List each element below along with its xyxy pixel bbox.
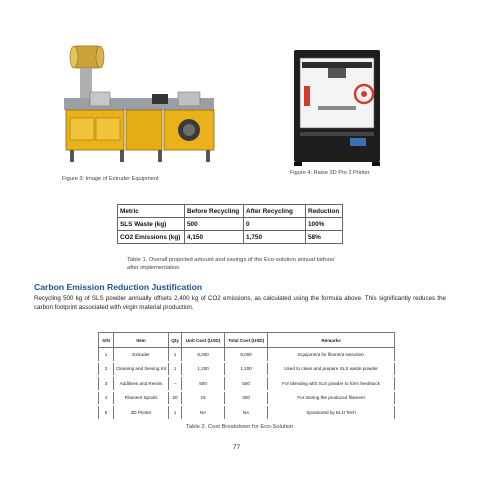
table-cell: 1 xyxy=(99,348,114,362)
table-cell: 1 xyxy=(169,362,182,377)
table-cell: For storing the produced filament xyxy=(268,391,395,406)
table-1-caption xyxy=(127,257,347,273)
table-cell: 5 xyxy=(99,405,114,420)
table-cell: Additives and Resins xyxy=(114,376,169,391)
table-cell: 500 xyxy=(185,218,244,231)
table-row xyxy=(99,376,395,391)
table-cell: 500 xyxy=(225,376,268,391)
table-row xyxy=(99,391,395,406)
table-cell: 15 xyxy=(182,391,225,406)
table-cell: 8,000 xyxy=(225,348,268,362)
table-cell: Sponsored by ELH Tech xyxy=(268,405,395,420)
table-cell: 1 xyxy=(169,348,182,362)
table-cell: 1,200 xyxy=(225,362,268,377)
table-cell: 100% xyxy=(306,218,343,231)
table-cell: SLS Waste (kg) xyxy=(118,218,185,231)
figure-3-caption: Figure 3: Image of Extruder Equipment xyxy=(62,176,159,182)
table-cell: Cleaning and Sieving Kit xyxy=(114,362,169,377)
table-header-cell: S/N xyxy=(99,333,114,348)
table-cell: 1,200 xyxy=(182,362,225,377)
table-2-caption: Table 2. Cost Breakdown for Eco-Solution xyxy=(186,424,294,430)
figure-4-printer xyxy=(288,50,386,176)
table-cell: 1 xyxy=(169,405,182,420)
section-heading: Carbon Emission Reduction Justification xyxy=(34,282,203,292)
printer-image xyxy=(288,50,386,166)
table-cell: 300 xyxy=(225,391,268,406)
table-header-cell: Reduction xyxy=(306,205,343,218)
section-paragraph: Recycling 500 kg of SLS powder annually offsets 2,400 kg of CO2 emissions, as calculated using the formula above. This significantly reduces the carbon footprint associated with virgin material production. xyxy=(34,295,446,312)
table-header-cell: Qty xyxy=(169,333,182,348)
table-cell: 3 xyxy=(99,376,114,391)
table-header-cell: Before Recycling xyxy=(185,205,244,218)
table-1-caption-line: Table 1. Overall projected amount and savings of the Eco-solution annual before/ xyxy=(127,257,335,263)
table-1-caption-line: after implementation xyxy=(127,264,180,271)
table-cell: 1,750 xyxy=(244,231,306,244)
table-cell: 2 xyxy=(99,362,114,377)
table-cell: Extruder xyxy=(114,348,169,362)
table-cell: 500 xyxy=(182,376,225,391)
table-header-cell: Item xyxy=(114,333,169,348)
table-header-cell: Metric xyxy=(118,205,185,218)
table-header-row xyxy=(99,333,395,348)
table-cell: For blending with SLS powder to form feedstock xyxy=(268,376,395,391)
table-cell: Equipment for filament extrusion xyxy=(268,348,395,362)
table-cell: Filament Spools xyxy=(114,391,169,406)
table-row xyxy=(99,348,395,362)
table-cell: 0 xyxy=(244,218,306,231)
table-cell: 20 xyxy=(169,391,182,406)
table-cell: CO2 Emissions (kg) xyxy=(118,231,185,244)
table-header-cell: Unit Cost (USD) xyxy=(182,333,225,348)
table-cell: 58% xyxy=(306,231,343,244)
cost-breakdown-table xyxy=(98,332,395,421)
table-cell: 8,000 xyxy=(182,348,225,362)
figure-3-extruder xyxy=(60,40,220,182)
table-cell: Used to clean and prepare SLS waste powder xyxy=(268,362,395,377)
table-cell: NA xyxy=(225,405,268,420)
table-header-cell: Total Cost (USD) xyxy=(225,333,268,348)
table-row xyxy=(99,405,395,420)
table-row xyxy=(118,218,343,231)
figure-4-caption: Figure 4: Raise 3D Pro 2 Printer xyxy=(290,170,370,176)
table-cell: NA xyxy=(182,405,225,420)
table-header-cell: Remarks xyxy=(268,333,395,348)
savings-table xyxy=(117,204,343,244)
table-row xyxy=(99,362,395,377)
table-header-row xyxy=(118,205,343,218)
table-cell: 4,150 xyxy=(185,231,244,244)
table-cell: 3D Printer xyxy=(114,405,169,420)
table-cell: 4 xyxy=(99,391,114,406)
table-header-cell: After Recycling xyxy=(244,205,306,218)
table-row xyxy=(118,231,343,244)
table-cell: -- xyxy=(169,376,182,391)
page-number: 77 xyxy=(233,444,241,451)
extruder-equipment-image xyxy=(60,40,220,170)
